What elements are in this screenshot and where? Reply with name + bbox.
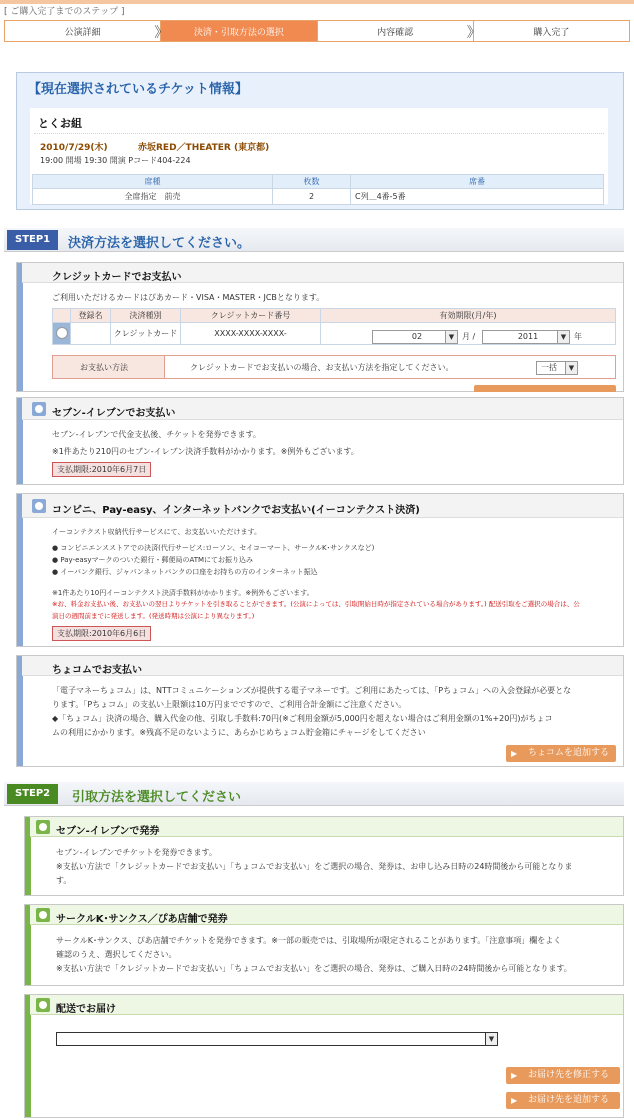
seven-eleven-deadline: 支払期限:2010年6月7日 <box>52 462 151 477</box>
chocom-line3: ◆「ちょコム」決済の場合、購入代金の他、引取し手数料:70円(※ご利用金額が5,000円を超えない場合はご利用金額の1%+20円)がちょコ <box>52 714 553 723</box>
step2-title: 引取方法を選択してください <box>72 790 242 805</box>
econtext-line2: ※1件あたり10円イーコンテクスト決済手数料がかかります。※例外もございます。 <box>52 589 314 597</box>
header-payment-type: 決済種別 <box>111 309 181 323</box>
radio-icon[interactable] <box>32 499 46 513</box>
delivery-title: 配送でお届け <box>56 1004 116 1015</box>
econtext-notice2: 演日の週間前までに発送します。(発送時期は公演により異なります。) <box>52 612 255 620</box>
add-delivery-button[interactable]: ▶ お届け先を追加する <box>506 1092 620 1109</box>
econtext-line1: イーコンテクスト収納代行サービスにて、お支払いいただけます。 <box>52 528 261 536</box>
ticket-name: とくお組 <box>38 117 82 130</box>
circlek-pickup-line2: 確認のうえ、選択してください。 <box>56 950 177 959</box>
ticket-header-count: 枚数 <box>273 175 351 189</box>
chocom-line2: ります。「Pちょコム」の支払い上限額は10万円までですので、ご利用合計金額にご注意ください。 <box>52 700 407 709</box>
econtext-bullet3: ● イーバンク銀行、ジャパンネットバンクの口座をお持ちの方のインターネット振込 <box>52 568 318 576</box>
econtext-bullet1: ● コンビニエンスストアでの決済(代行サービス:ローソン、セイコーマート、サークルK･サンクスなど) <box>52 544 375 552</box>
credit-card-type: クレジットカード <box>111 323 181 345</box>
econtext-notice1: ※お、料金お支払い後、お支払いの翌日よりチケットを引き取ることができます。(公演によっては、引取開始日時が指定されている場合があります。) 配送引取をご選択の場合は、公 <box>52 600 580 608</box>
circlek-pickup-line3: ※支払い方法で「クレジットカードでお支払い」「ちょコムでお支払い」をご選択の場合、発券は、ご購入日時の24時間後から可能となります。 <box>56 964 572 973</box>
seven-eleven-payment-title: セブン-イレブンでお支払い <box>52 408 176 419</box>
chocom-line4: ムの利用にかかります。※残高不足のないように、あらかじめちょコム貯金箱にチャージをしてください <box>52 728 426 737</box>
chevron-icon: 》 <box>154 25 169 41</box>
header-expiry: 有効期限(月/年) <box>321 309 616 323</box>
circlek-pickup-title: サークルK･サンクス／ぴあ店舗で発券 <box>56 914 228 925</box>
ticket-seat-number: C列＿4番-5番 <box>351 189 604 205</box>
partially-hidden-button[interactable] <box>474 385 616 392</box>
delivery-address-select[interactable] <box>56 1032 498 1046</box>
econtext-bullet2: ● Pay-easyマークのついた銀行・郵便局のATMにてお振り込み <box>52 556 254 564</box>
seven-eleven-payment-line2: ※1件あたり210円のセブン-イレブン決済手数料がかかります。※例外もございます。 <box>52 447 359 456</box>
seven-eleven-payment-line1: セブン-イレブンで代金支払後、チケットを発券できます。 <box>52 430 261 439</box>
ticket-count: 2 <box>273 189 351 205</box>
seven-eleven-pickup-line1: セブン-イレブンでチケットを発券できます。 <box>56 848 217 857</box>
payment-method-desc: クレジットカードでお支払いの場合、お支払い方法を指定してください。 <box>190 363 454 372</box>
credit-card-number: XXXX-XXXX-XXXX- <box>181 323 321 345</box>
ticket-seat-type: 全席指定 前売 <box>33 189 273 205</box>
ticket-info-title: 【現在選択されているチケット情報】 <box>28 82 248 97</box>
chocom-line1: 「電子マネーちょコム」は、NTTコミュニケーションズが提供する電子マネーです。ご利用にあたっては、「Pちょコム」への入会登録が必要とな <box>52 686 572 695</box>
seven-eleven-pickup-line3: す。 <box>56 876 72 885</box>
chevron-icon: 》 <box>466 25 481 41</box>
month-separator: 月 / <box>462 332 476 341</box>
step1-title: 決済方法を選択してください。 <box>68 236 251 251</box>
ticket-header-seat-number: 席番 <box>351 175 604 189</box>
progress-steps <box>4 20 630 42</box>
chocom-payment-title: ちょコムでお支払い <box>52 665 142 676</box>
credit-card-radio[interactable] <box>56 327 68 339</box>
ticket-date: 2010/7/29(木) <box>40 143 108 153</box>
seven-eleven-pickup-line2: ※支払い方法で「クレジットカードでお支払い」「ちょコムでお支払い」をご選択の場合、発券は、お申し込み日時の24時間後から可能となりま <box>56 862 573 871</box>
credit-card-desc: ご利用いただけるカードはぴあカード・VISA・MASTER・JCBとなります。 <box>52 293 325 302</box>
step-confirm: 内容確認 》 <box>318 21 474 41</box>
ticket-header-seat-type: 席種 <box>33 175 273 189</box>
chevron-down-icon: ▼ <box>557 331 569 343</box>
step-complete: 購入完了 <box>533 27 570 38</box>
expiry-month-select[interactable]: 02 ▼ <box>372 330 458 344</box>
payment-installment-select[interactable]: 一括 ▼ <box>536 361 578 375</box>
circlek-pickup-line1: サークルK･サンクス、ぴあ店舗でチケットを発券できます。※一部の販売では、引取場所が限定されることがあります。「注意事項」欄をよく <box>56 936 562 945</box>
chevron-down-icon: ▼ <box>445 331 457 343</box>
step2-badge: STEP2 <box>7 784 58 804</box>
payment-method-label: お支払い方法 <box>80 363 128 372</box>
edit-delivery-button[interactable]: ▶ お届け先を修正する <box>506 1067 620 1084</box>
radio-icon[interactable] <box>36 820 50 834</box>
radio-icon[interactable] <box>36 998 50 1012</box>
step-detail: 公演詳細 》 <box>5 21 161 41</box>
ticket-venue: 赤坂RED／THEATER (東京都) <box>138 143 270 153</box>
year-label: 年 <box>574 332 582 341</box>
add-chocom-button[interactable]: ▶ ちょコムを追加する <box>506 745 616 762</box>
steps-label: [ ご購入完了までのステップ ] <box>4 7 125 17</box>
chevron-down-icon: ▼ <box>485 1033 497 1045</box>
radio-icon[interactable] <box>32 402 46 416</box>
ticket-time: 19:00 開場 19:30 開演 Pコード404-224 <box>40 156 191 165</box>
chevron-icon: 》 <box>310 25 325 41</box>
header-registered-name: 登録名 <box>71 309 111 323</box>
step-payment: 決済・引取方法の選択 》 <box>161 21 317 41</box>
econtext-deadline: 支払期限:2010年6月6日 <box>52 626 151 641</box>
chevron-down-icon: ▼ <box>565 362 577 374</box>
credit-card-title: クレジットカードでお支払い <box>52 272 182 283</box>
seven-eleven-pickup-title: セブン-イレブンで発券 <box>56 826 160 837</box>
econtext-payment-title: コンビニ、Pay-easy、インターネットバンクでお支払い(イーコンテクスト決済) <box>52 505 420 516</box>
ticket-table <box>32 174 604 205</box>
radio-icon[interactable] <box>36 908 50 922</box>
expiry-year-select[interactable]: 2011 ▼ <box>482 330 570 344</box>
step1-badge: STEP1 <box>7 230 58 250</box>
header-card-number: クレジットカード番号 <box>181 309 321 323</box>
